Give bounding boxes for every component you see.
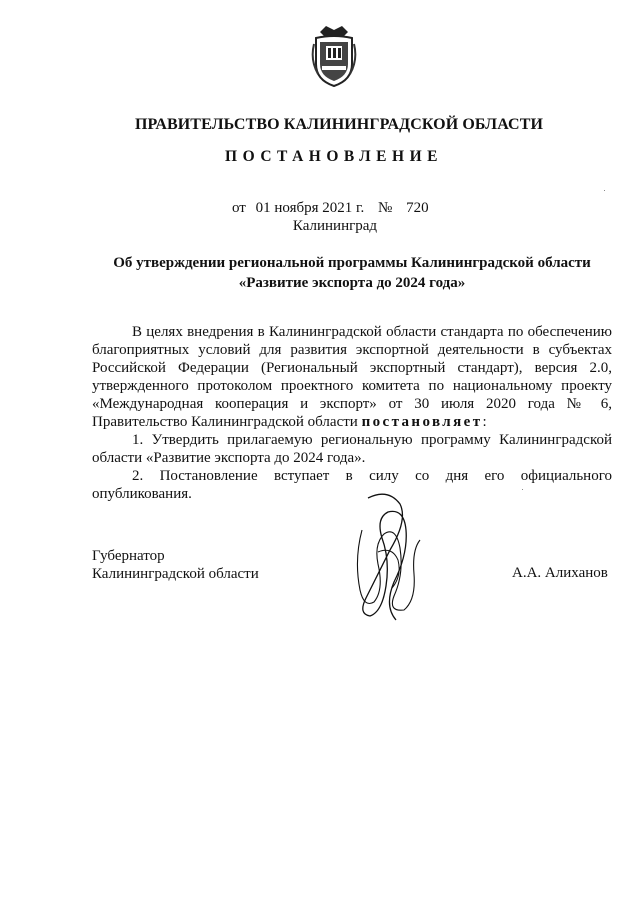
document-date: 01 ноября 2021 г. <box>255 200 365 216</box>
document-number: 720 <box>406 200 429 216</box>
resolves-colon: : <box>482 414 487 430</box>
document-type: ПОСТАНОВЛЕНИЕ <box>225 148 443 165</box>
signatory-role-line-2: Калининградской области <box>92 566 259 582</box>
resolves-word: постановляет <box>361 414 483 430</box>
organization-title: ПРАВИТЕЛЬСТВО КАЛИНИНГРАДСКОЙ ОБЛАСТИ <box>134 116 544 133</box>
scan-speck <box>604 190 605 191</box>
item-1-paragraph: 1. Утвердить прилагаемую региональную программу Калининградской области «Развитие экспорта до 2024 года». <box>92 432 612 466</box>
date-prefix: от <box>232 200 246 216</box>
document-body <box>92 323 612 503</box>
handwritten-signature-icon <box>348 490 428 625</box>
signatory-name: А.А. Алиханов <box>512 565 608 581</box>
signatory-role <box>92 547 259 583</box>
subject-line-2: «Развитие экспорта до 2024 года» <box>238 275 466 291</box>
intro-paragraph <box>92 323 612 431</box>
document-subject <box>96 253 608 293</box>
intro-text: В целях внедрения в Калининградской области стандарта по обеспечению благоприятных условий для развития экспортной деятельности в субъектах Российской Федерации (Региональный экспортный стандарт), версия 2.0, утвержденного протоколом проектного комитета по национальному проекту «Международная кооперация и экспорт» от 30 июля 2020 года № 6, Правительство Калининградской области <box>92 324 612 430</box>
number-sign: № <box>378 200 393 216</box>
subject-line-1: Об утверждении региональной программы Калининградской области <box>113 255 591 271</box>
item-2-paragraph: 2. Постановление вступает в силу со дня его официального опубликования. <box>92 468 612 502</box>
city: Калининград <box>292 218 378 234</box>
signatory-role-line-1: Губернатор <box>92 548 165 564</box>
dateline <box>232 200 429 217</box>
coat-of-arms-icon <box>310 24 358 88</box>
scan-speck <box>522 489 523 490</box>
